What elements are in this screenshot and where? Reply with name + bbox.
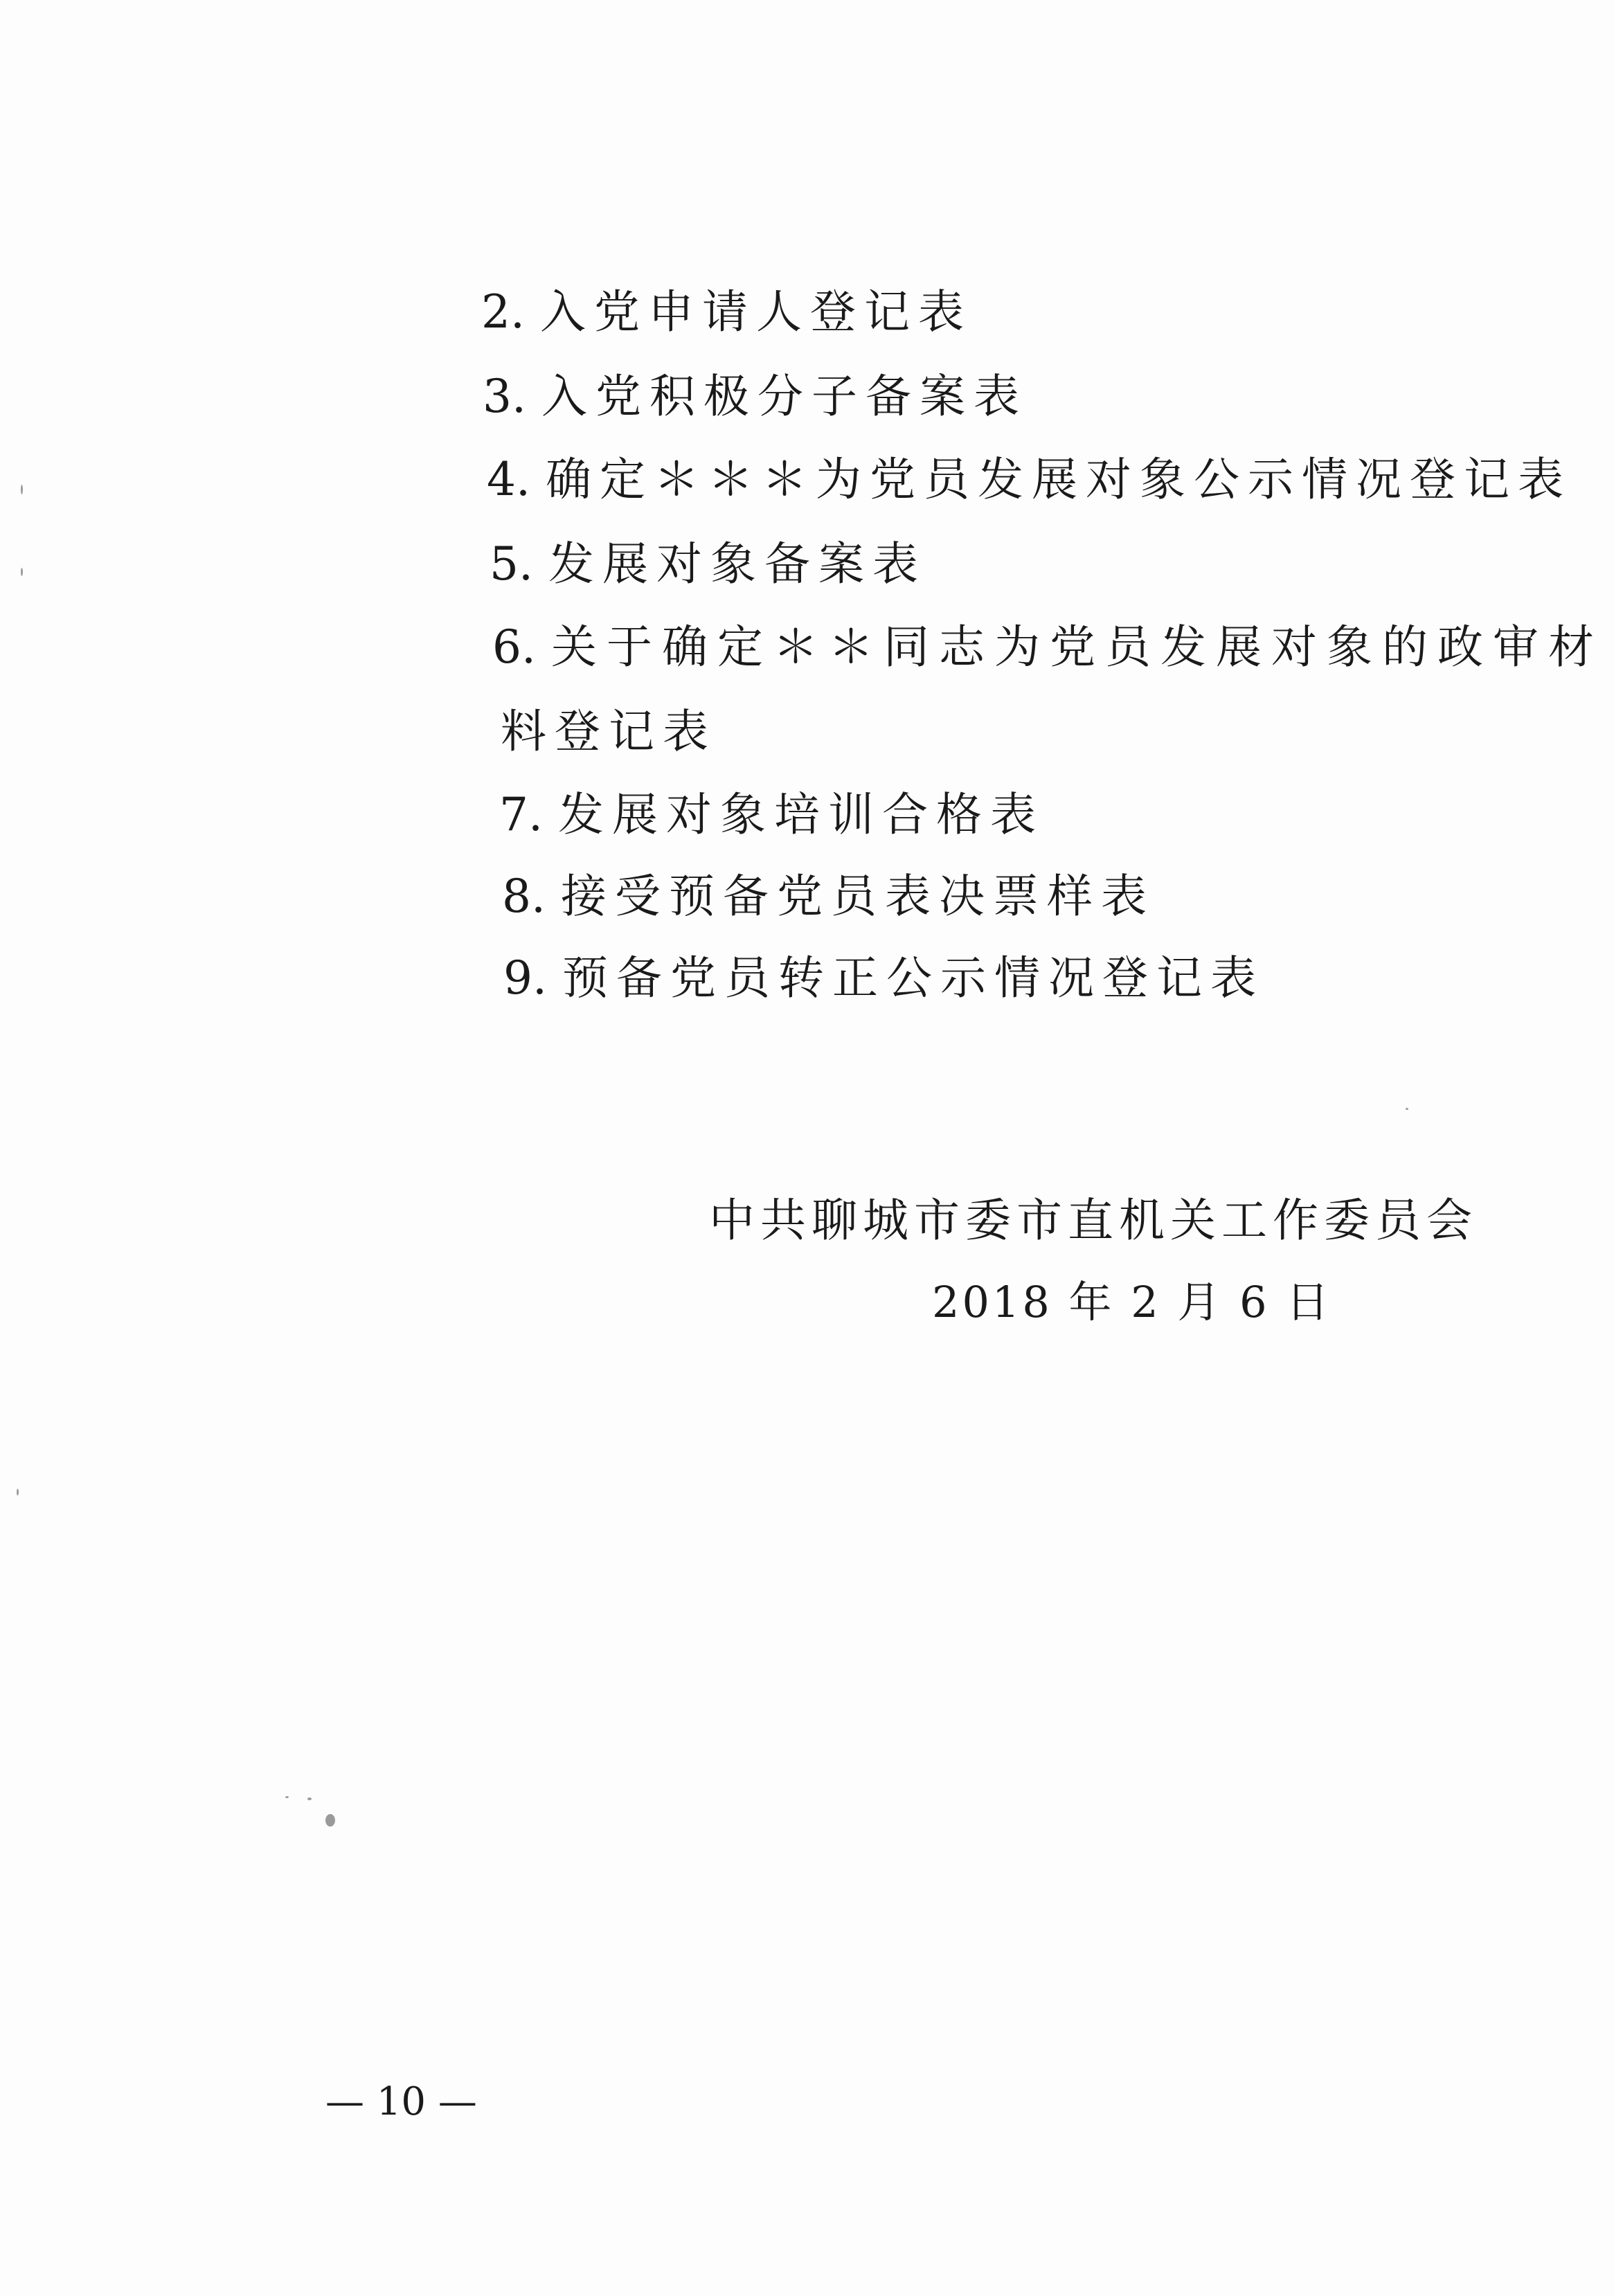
item-number: 3. [483, 370, 526, 423]
scan-speck [285, 1796, 289, 1798]
list-item [503, 951, 1264, 1005]
item-text: 发展对象培训合格表 [557, 788, 1044, 841]
item-number: 9. [503, 951, 547, 1005]
item-text: 接受预备党员表决票样表 [560, 870, 1155, 923]
item-text: 预备党员转正公示情况登记表 [562, 951, 1264, 1005]
signature-date: 2018 年 2 月 6 日 [932, 1277, 1332, 1327]
scan-speck [307, 1797, 312, 1800]
scan-speck [21, 568, 23, 576]
list-item [492, 620, 1604, 674]
list-item [499, 788, 1044, 841]
item-number: 8. [502, 870, 546, 923]
scan-speck [1406, 1108, 1408, 1110]
signature-organization: 中共聊城市委市直机关工作委员会 [709, 1194, 1478, 1247]
item-number: 4. [487, 453, 530, 506]
item-text: 确定＊＊＊为党员发展对象公示情况登记表 [545, 453, 1572, 506]
item-number: 2. [481, 285, 525, 339]
list-item [483, 370, 1028, 423]
item-number: 7. [499, 788, 543, 841]
scan-speck [21, 485, 23, 494]
item-text: 关于确定＊＊同志为党员发展对象的政审材 [550, 620, 1604, 674]
list-item [481, 285, 972, 339]
list-item [490, 537, 926, 591]
scan-speck [17, 1489, 19, 1496]
item-number: 5. [490, 537, 533, 591]
item-text: 入党申请人登记表 [539, 285, 972, 339]
item-text: 入党积极分子备案表 [541, 370, 1028, 423]
item-text: 发展对象备案表 [548, 537, 926, 591]
item-continuation: 料登记表 [501, 705, 717, 758]
scan-speck [325, 1814, 335, 1827]
list-item [487, 453, 1572, 506]
item-number: 6. [492, 620, 536, 674]
list-item [502, 870, 1155, 923]
page-number: — 10 — [325, 2079, 477, 2124]
